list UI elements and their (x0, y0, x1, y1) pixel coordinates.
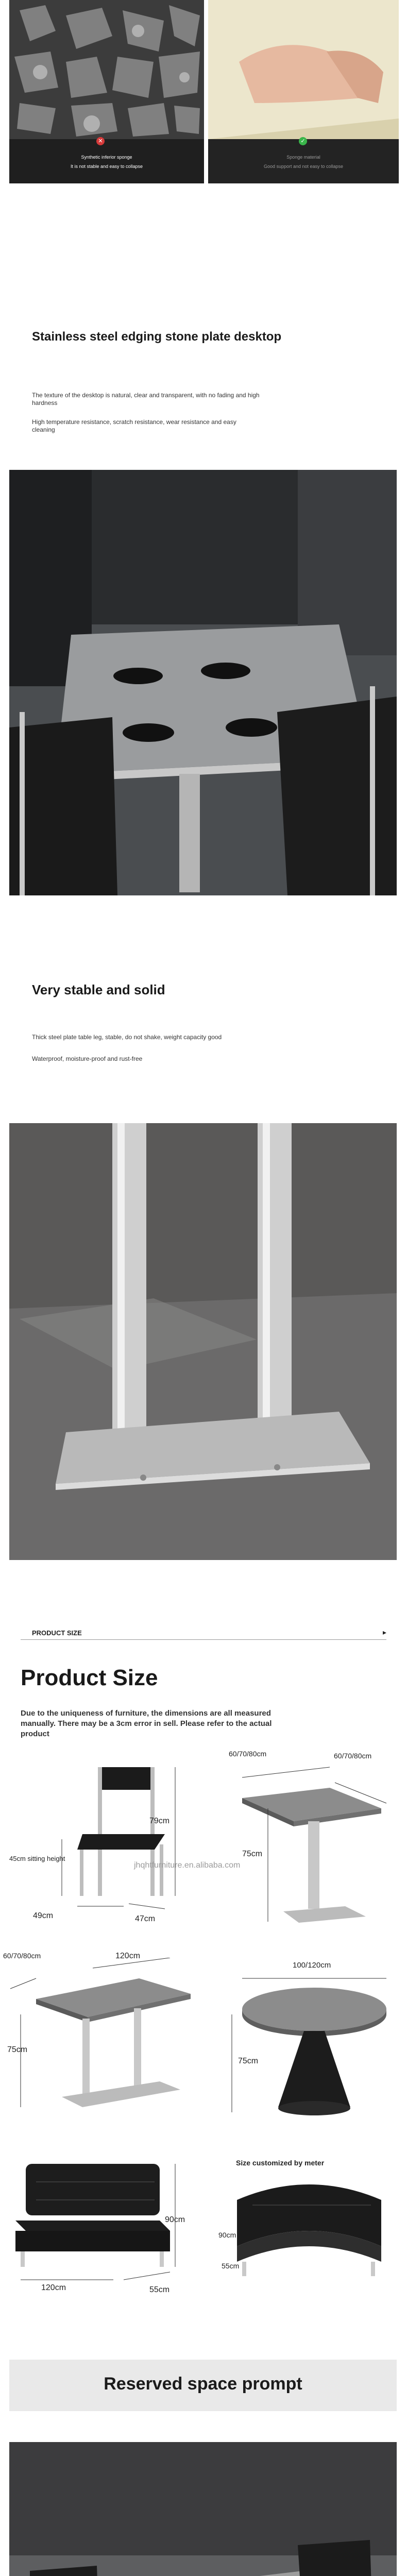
stable-desc-line-1: Thick steel plate table leg, stable, do not shake, weight capacity good (32, 1033, 222, 1041)
stable-desc-line-2: Waterproof, moisture-proof and rust-free (32, 1055, 143, 1062)
stone-desc-line-1: The texture of the desktop is natural, clear and transparent, with no fading and high (32, 392, 260, 399)
curved-sofa-diagram (216, 2169, 397, 2282)
chair-diagram (21, 1762, 185, 1917)
curve-depth-label: 55cm (222, 2262, 240, 2270)
reserved-space-header (9, 2360, 397, 2411)
stone-desc-line-4: cleaning (32, 426, 55, 433)
bar-arrow-icon: ▸ (382, 1628, 386, 1636)
chair-depth-label: 47cm (135, 1914, 156, 1923)
stone-section-title: Stainless steel edging stone plate desktop (32, 330, 282, 344)
watermark-text: jhqhtfurniture.en.alibaba.com (134, 1861, 241, 1870)
sofa-depth-label: 55cm (149, 2285, 170, 2294)
curve-height-label: 90cm (218, 2231, 236, 2239)
stone-desc-line-2: hardness (32, 399, 58, 406)
sofa-height-label: 90cm (165, 2215, 185, 2224)
rect-height-label: 75cm (7, 2045, 28, 2054)
good-mark-icon: ✓ (299, 137, 307, 145)
product-size-bar[interactable] (21, 1626, 386, 1640)
chair-seat-label: 45cm sitting height (9, 1855, 65, 1862)
sponge-bad-caption-1: Synthetic inferior sponge (81, 155, 132, 160)
round-diameter-label: 100/120cm (293, 1961, 331, 1970)
sofa-width-label: 120cm (41, 2283, 66, 2292)
chair-height-label: 79cm (149, 1817, 170, 1825)
round-height-label: 75cm (238, 2057, 259, 2065)
product-size-title: Product Size (21, 1665, 158, 1690)
square-top-width-label: 60/70/80cm (229, 1750, 267, 1758)
reserved-space-title: Reserved space prompt (104, 2374, 302, 2394)
table-leg-photo (9, 1123, 397, 1560)
product-size-note-1: Due to the uniqueness of furniture, the dimensions are all measured (21, 1709, 271, 1718)
rect-length-label: 120cm (115, 1952, 141, 1960)
curve-sofa-title: Size customized by meter (236, 2159, 325, 2167)
chair-width-label: 49cm (33, 1911, 54, 1920)
stone-desc-line-3: High temperature resistance, scratch resistance, wear resistance and easy (32, 418, 236, 426)
bad-mark-icon: ✕ (96, 137, 105, 145)
reserved-photo-1 (9, 2442, 397, 2576)
product-size-bar-label: PRODUCT SIZE (32, 1629, 82, 1637)
square-height-label: 75cm (242, 1850, 263, 1858)
sponge-good-caption-1: Sponge material (286, 155, 320, 160)
square-top-depth-label: 60/70/80cm (334, 1752, 372, 1760)
restaurant-table-photo (9, 470, 397, 895)
rect-table-diagram (5, 1958, 201, 2112)
rect-depth-label: 60/70/80cm (3, 1952, 41, 1960)
product-size-note-2: manually. There may be a 3cm error in sell. Please refer to the actual (21, 1719, 272, 1728)
sponge-good-caption-2: Good support and not easy to collapse (263, 164, 344, 169)
round-table-diagram (211, 1963, 397, 2123)
stable-section-title: Very stable and solid (32, 982, 165, 997)
square-table-diagram (211, 1762, 397, 1927)
sponge-bad-caption-2: It is not stable and easy to collapse (70, 164, 143, 169)
product-size-note-3: product (21, 1730, 49, 1738)
